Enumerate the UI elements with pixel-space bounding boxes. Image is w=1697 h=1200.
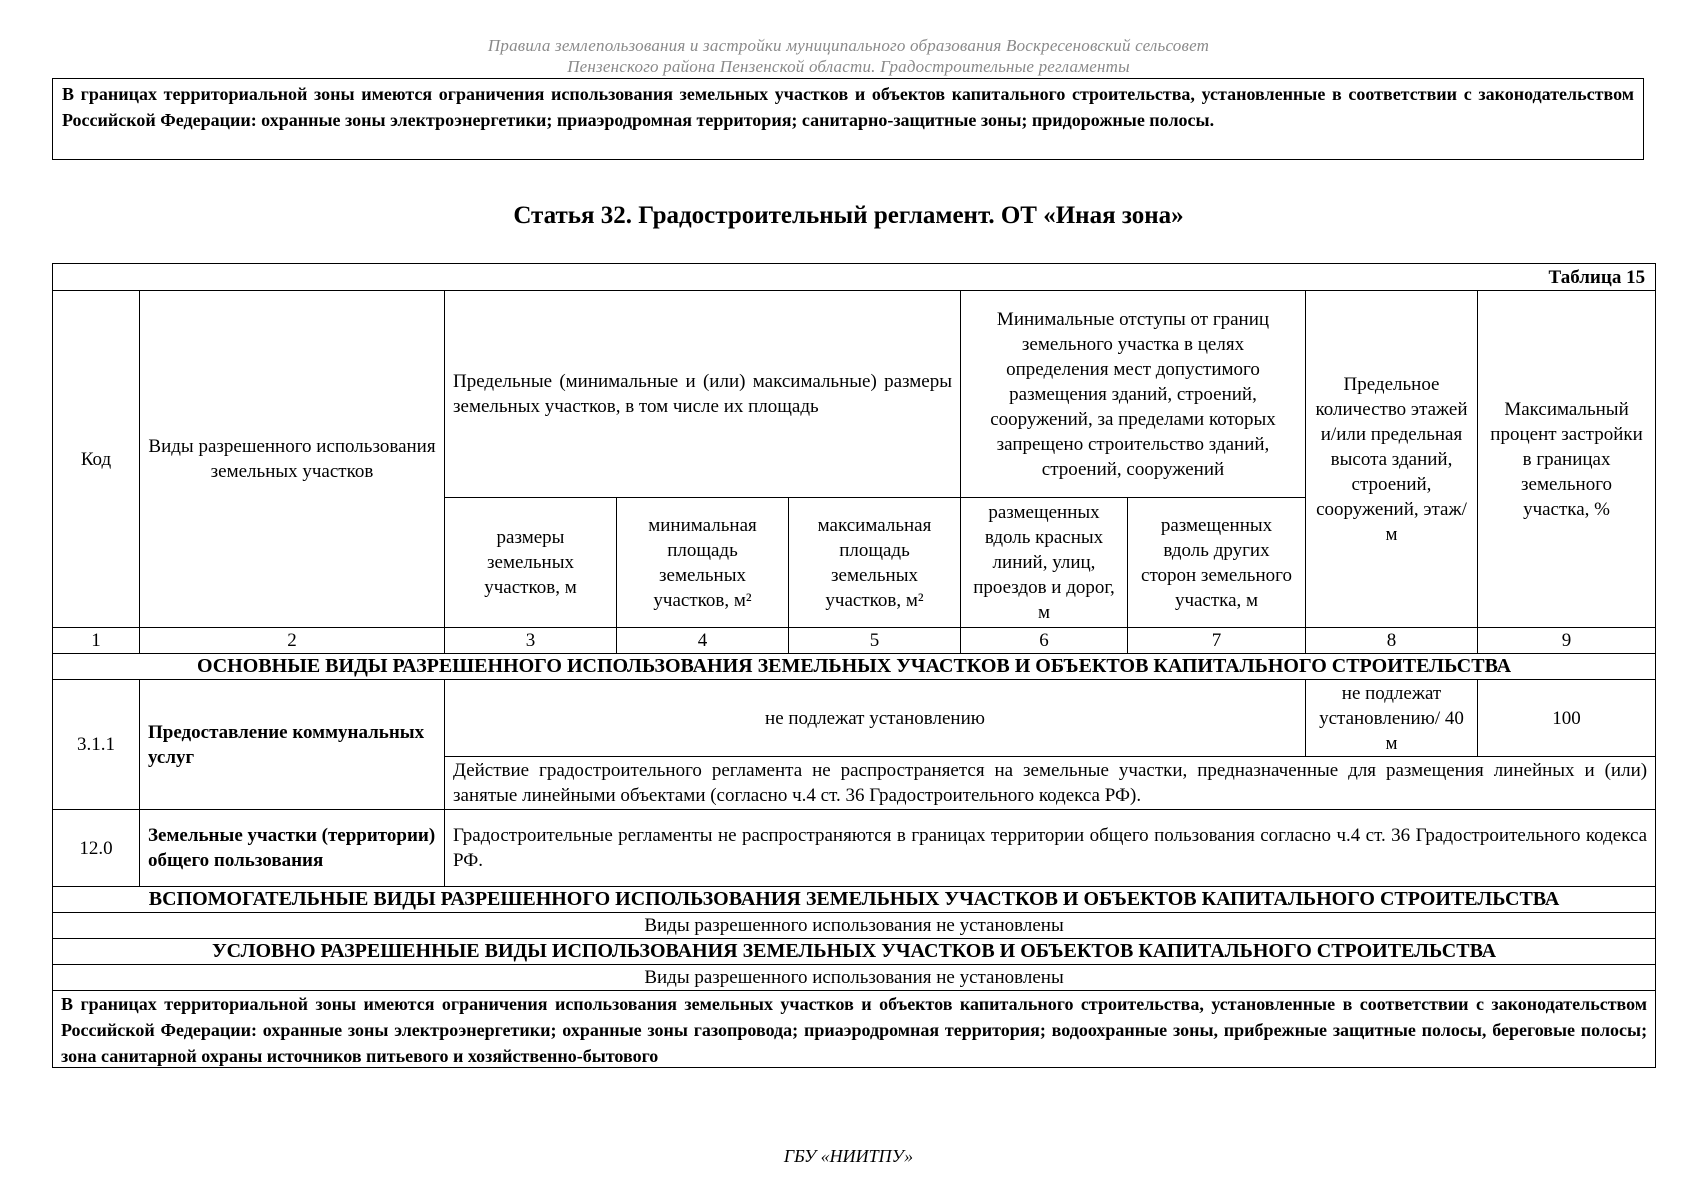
auxiliary-uses-text: Виды разрешенного использования не установлены <box>53 913 1656 939</box>
row-code: 3.1.1 <box>53 680 140 810</box>
regulation-table <box>52 263 1656 1068</box>
header-along-red-lines: размещенных вдоль красных линий, улиц, проездов и дорог, м <box>961 498 1128 628</box>
row-use-name: Земельные участки (территории) общего пользования <box>140 810 445 887</box>
column-number: 7 <box>1128 628 1306 654</box>
row-floors: не подлежат установлению/ 40 м <box>1306 680 1478 757</box>
column-number: 3 <box>445 628 617 654</box>
header-uses: Виды разрешенного использования земельных участков <box>140 291 445 628</box>
header-min-area: минимальная площадь земельных участков, м² <box>617 498 789 628</box>
column-number: 1 <box>53 628 140 654</box>
header-setbacks: Минимальные отступы от границ земельного участка в целях определения мест допустимого размещения зданий, строений, сооружений, за пределами которых запрещено строительство зданий, строений, сооружений <box>961 291 1306 498</box>
header-along-other-sides: размещенных вдоль других сторон земельного участка, м <box>1128 498 1306 628</box>
section-conditional-uses: УСЛОВНО РАЗРЕШЕННЫЕ ВИДЫ ИСПОЛЬЗОВАНИЯ ЗЕМЕЛЬНЫХ УЧАСТКОВ И ОБЪЕКТОВ КАПИТАЛЬНОГО СТРОИТЕЛЬСТВА <box>53 939 1656 965</box>
conditional-uses-text: Виды разрешенного использования не установлены <box>53 965 1656 991</box>
row-percent: 100 <box>1478 680 1656 757</box>
header-floors: Предельное количество этажей и/или предельная высота зданий, строений, сооружений, этаж/м <box>1306 291 1478 628</box>
header-code: Код <box>53 291 140 628</box>
section-auxiliary-uses: ВСПОМОГАТЕЛЬНЫЕ ВИДЫ РАЗРЕШЕННОГО ИСПОЛЬЗОВАНИЯ ЗЕМЕЛЬНЫХ УЧАСТКОВ И ОБЪЕКТОВ КАПИТАЛЬНОГО СТРОИТЕЛЬСТВА <box>53 887 1656 913</box>
article-title: Статья 32. Градостроительный регламент. ОТ «Иная зона» <box>513 202 1184 229</box>
header-max-percent: Максимальный процент застройки в границах земельного участка, % <box>1478 291 1656 628</box>
page-header-line-2: Пензенского района Пензенской области. Градостроительные регламенты <box>567 57 1130 76</box>
column-number: 2 <box>140 628 445 654</box>
row-limits: не подлежат установлению <box>445 680 1306 757</box>
column-number: 9 <box>1478 628 1656 654</box>
row-use-name: Предоставление коммунальных услуг <box>140 680 445 810</box>
section-main-uses: ОСНОВНЫЕ ВИДЫ РАЗРЕШЕННОГО ИСПОЛЬЗОВАНИЯ ЗЕМЕЛЬНЫХ УЧАСТКОВ И ОБЪЕКТОВ КАПИТАЛЬНОГО СТРОИТЕЛЬСТВА <box>53 654 1656 680</box>
header-max-area: максимальная площадь земельных участков, м² <box>789 498 961 628</box>
column-number: 5 <box>789 628 961 654</box>
column-number: 4 <box>617 628 789 654</box>
header-plot-size: размеры земельных участков, м <box>445 498 617 628</box>
column-number: 8 <box>1306 628 1478 654</box>
top-restrictions-box: В границах территориальной зоны имеются ограничения использования земельных участков и объектов капитального строительства, установленные в соответствии с законодательством Российской Федерации: охранные зоны электроэнергетики; приаэродромная территория; санитарно-защитные зоны; придорожные полосы. <box>52 78 1644 160</box>
header-plot-limits: Предельные (минимальные и (или) максимальные) размеры земельных участков, в том числе их площадь <box>445 291 961 498</box>
column-number: 6 <box>961 628 1128 654</box>
page-header-line-1: Правила землепользования и застройки муниципального образования Воскресеновский сельсовет <box>487 36 1210 55</box>
bottom-restrictions-text: В границах территориальной зоны имеются ограничения использования земельных участков и объектов капитального строительства, установленные в соответствии с законодательством Российской Федерации: охранные зоны электроэнергетики; охранные зоны газопровода; приаэродромная территория; водоохранные зоны, прибрежные защитные полосы, береговые полосы; зона санитарной охраны источников питьевого и хозяйственно-бытового <box>61 994 1648 1066</box>
row-code: 12.0 <box>53 810 140 887</box>
bottom-restrictions <box>53 991 1656 1068</box>
page-footer: ГБУ «НИИТПУ» <box>783 1146 914 1166</box>
table-number: Таблица 15 <box>53 264 1656 291</box>
row-note: Градостроительные регламенты не распространяются в границах территории общего пользования согласно ч.4 ст. 36 Градостроительного кодекса РФ. <box>445 810 1656 887</box>
row-note: Действие градостроительного регламента не распространяется на земельные участки, предназначенные для размещения линейных и (или) занятые линейными объектами (согласно ч.4 ст. 36 Градостроительного кодекса РФ). <box>445 757 1656 810</box>
